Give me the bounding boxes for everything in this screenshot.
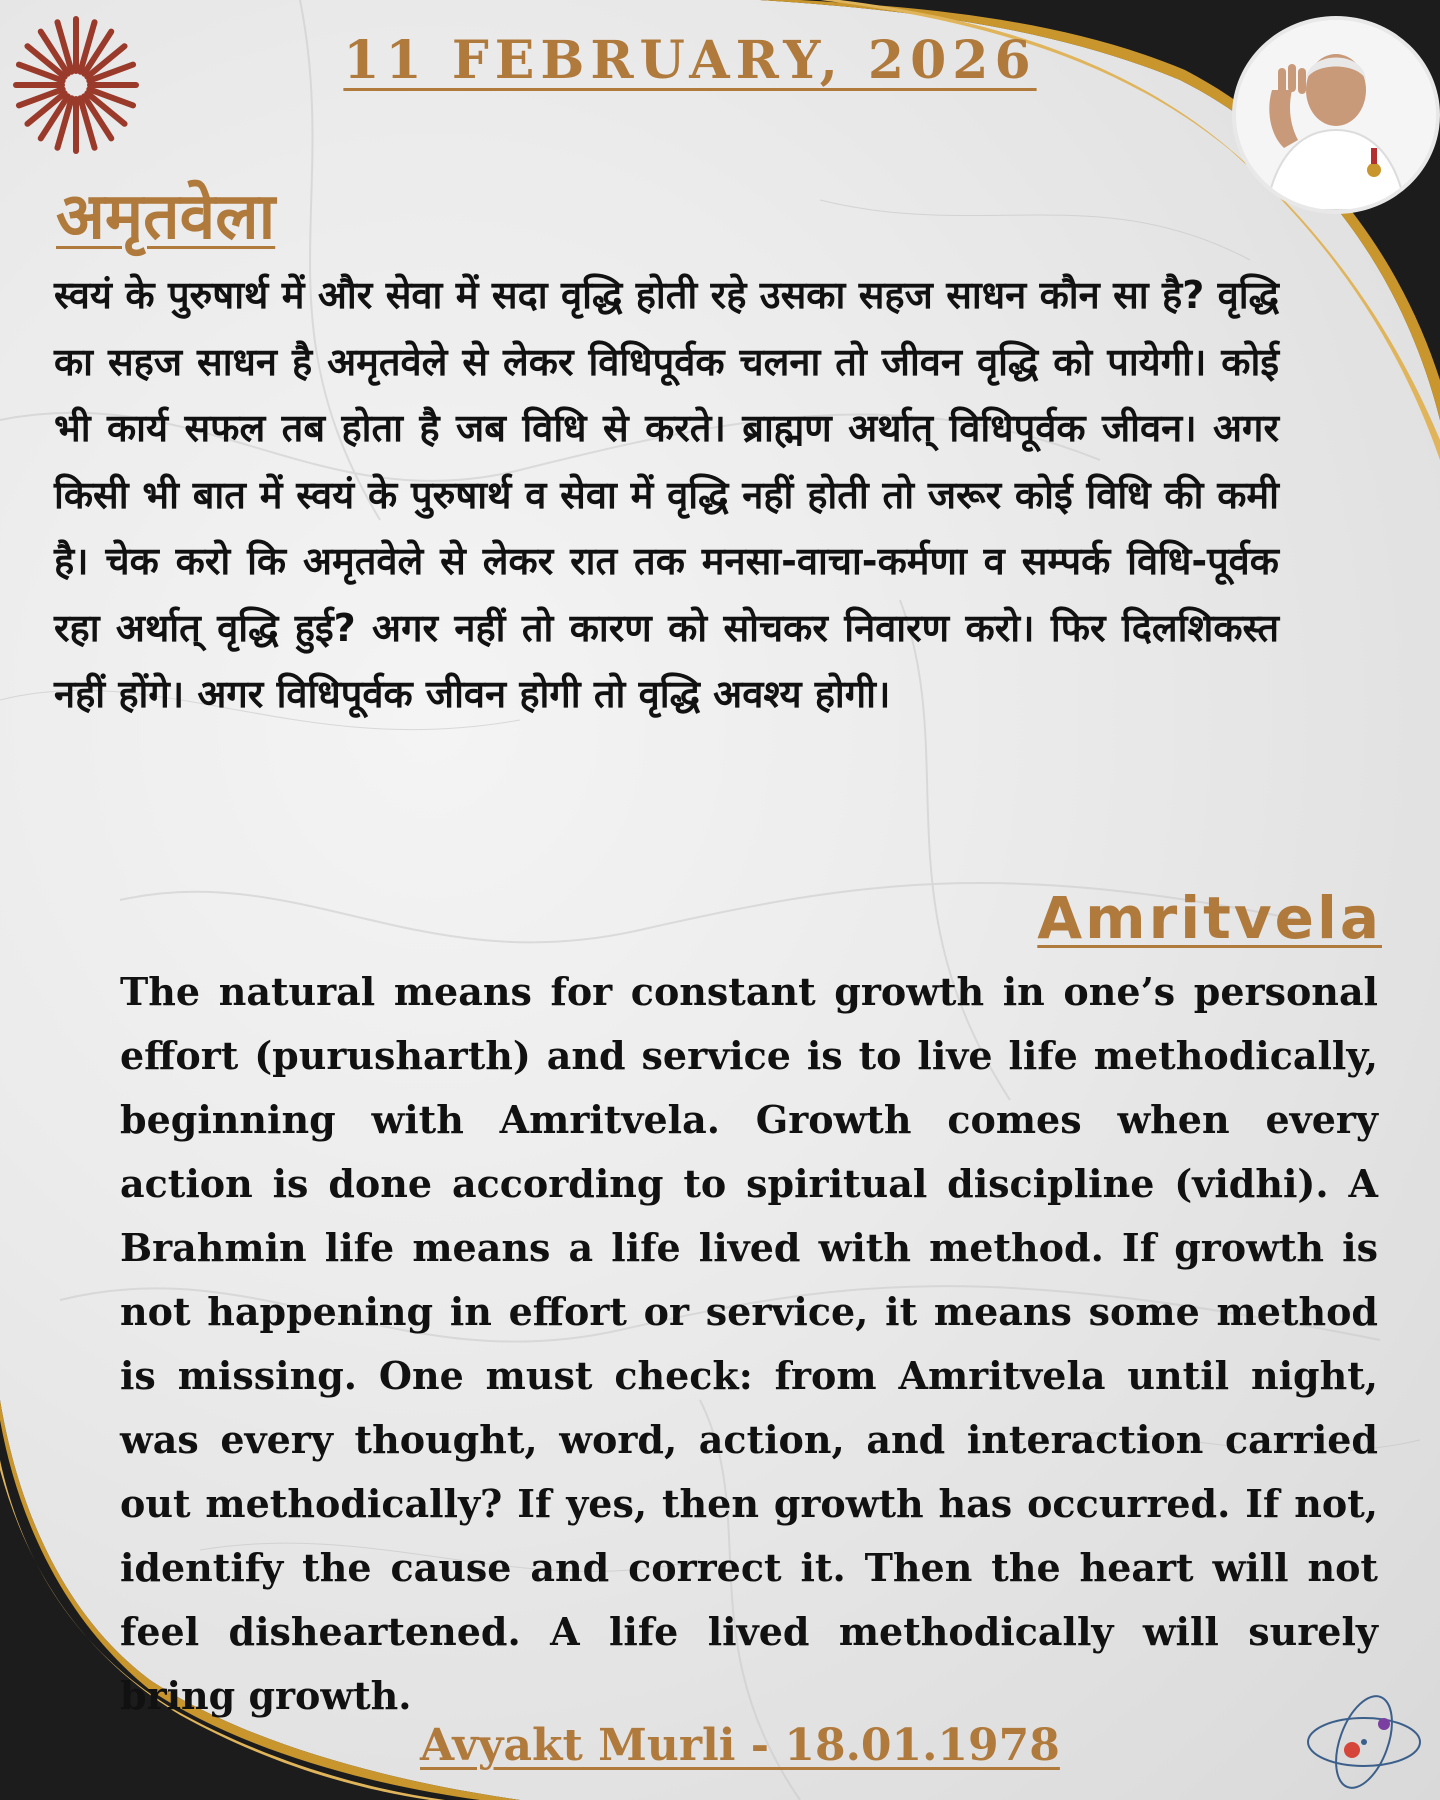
portrait-avatar (1232, 16, 1440, 214)
english-body: The natural means for constant growth in one’s personal effort (purusharth) and service is to live life methodically, beginning with Amritvela. Growth comes when every action is done according to spiritual discipline (vidhi). A Brahmin life means a life lived with method. If growth is not happening in effort or service, it means some method is missing. One must check: from Amritvela until night, was every thought, word, action, and interaction carried out methodically? If yes, then growth has occurred. If not, identify the cause and correct it. Then the heart will not feel disheartened. A life lived methodically will surely bring growth. (120, 969, 1378, 1718)
date-heading: 11 FEBRUARY, 2026 (343, 30, 1037, 91)
sunburst-icon (10, 10, 142, 160)
english-title: Amritvela (1037, 884, 1382, 952)
hindi-body: स्वयं के पुरुषार्थ में और सेवा में सदा वृद्धि होती रहे उसका सहज साधन कौन सा है? वृद्धि का सहज साधन है अमृतवेले से लेकर विधिपूर्वक चलना तो जीवन वृद्धि को पायेगी। कोई भी कार्य सफल तब होता है जब विधि से करते। ब्राह्मण अर्थात् विधिपूर्वक जीवन। अगर किसी भी बात में स्वयं के पुरुषार्थ व सेवा में वृद्धि नहीं होती तो जरूर कोई विधि की कमी है। चेक करो कि अमृतवेले से लेकर रात तक मनसा-वाचा-कर्मणा व सम्पर्क विधि-पूर्वक रहा अर्थात् वृद्धि हुई? अगर नहीं तो कारण को सोचकर निवारण करो। फिर दिलशिकस्त नहीं होंगे। अगर विधिपूर्वक जीवन होगी तो वृद्धि अवश्य होगी। (54, 273, 1279, 716)
source-citation: Avyakt Murli - 18.01.1978 (420, 1720, 1060, 1771)
orbit-logo-icon (1300, 1690, 1428, 1795)
hindi-title: अमृतवेला (56, 180, 276, 254)
portrait-illustration (1236, 20, 1436, 210)
